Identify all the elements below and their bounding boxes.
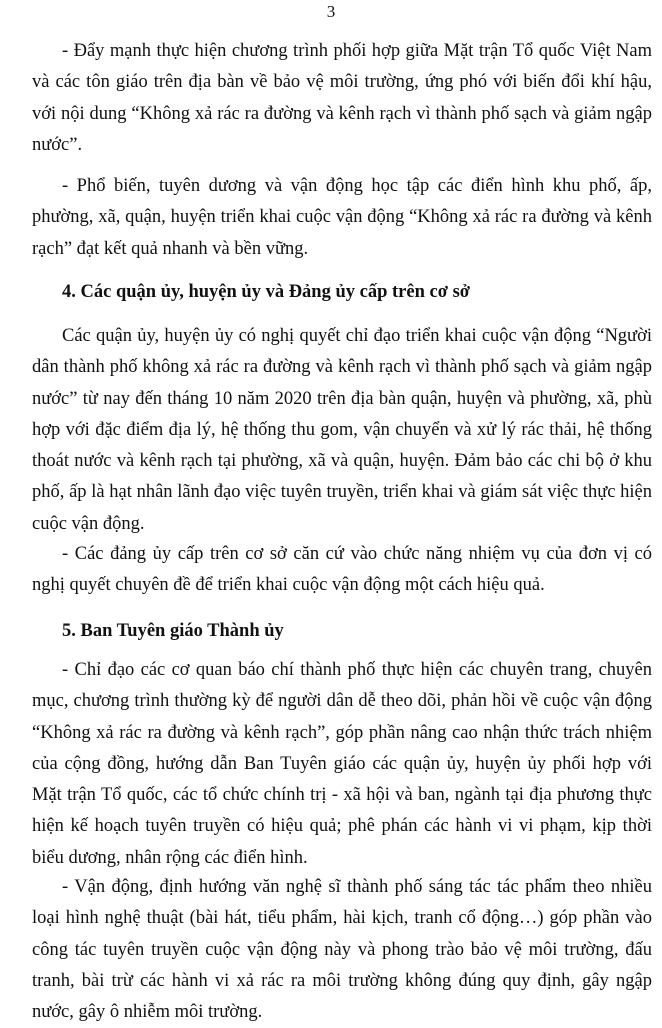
paragraph-district-resolutions: Các quận ủy, huyện ủy có nghị quyết chỉ đạo triển khai cuộc vận động “Người dân thành phố không xả rác ra đường và kênh rạch vì thành phố sạch và giảm ngập nước” từ nay đến tháng 10 năm 2020 trên địa bàn quận, huyện và phường, xã, phù hợp với đặc điểm địa lý, hệ thống thu gom, vận chuyển và xử lý rác thải, hệ thống thoát nước và kênh rạch tại phường, xã và quận, huyện. Đảm bảo các chi bộ ở khu phố, ấp là hạt nhân lãnh đạo việc tuyên truyền, triển khai và giám sát việc thực hiện cuộc vận động. <box>32 326 652 534</box>
page-number: 3 <box>326 2 336 21</box>
section-heading-4: 4. Các quận ủy, huyện ủy và Đảng ủy cấp trên cơ sở <box>62 282 471 302</box>
paragraph-dissemination: - Phổ biến, tuyên dương và vận động học tập các điển hình khu phố, ấp, phường, xã, quận, huyện triển khai cuộc vận động “Không xả rác ra đường và kênh rạch” đạt kết quả nhanh và bền vững. <box>32 176 652 259</box>
paragraph-party-committees: - Các đảng ủy cấp trên cơ sở căn cứ vào chức năng nhiệm vụ của đơn vị có nghị quyết chuyên đề để triển khai cuộc vận động một cách hiệu quả. <box>32 544 652 596</box>
paragraph-front-coordination: - Đẩy mạnh thực hiện chương trình phối hợp giữa Mặt trận Tổ quốc Việt Nam và các tôn giáo trên địa bàn về bảo vệ môi trường, ứng phó với biến đổi khí hậu, với nội dung “Không xả rác ra đường và kênh rạch vì thành phố sạch và giảm ngập nước”. <box>32 41 652 155</box>
paragraph-press-direction: - Chỉ đạo các cơ quan báo chí thành phố thực hiện các chuyên trang, chuyên mục, chương trình thường kỳ để người dân dễ theo dõi, phản hồi về cuộc vận động “Không xả rác ra đường và kênh rạch”, góp phần nâng cao nhận thức trách nhiệm của cộng đồng, hướng dẫn Ban Tuyên giáo các quận ủy, huyện ủy phối hợp với Mặt trận Tổ quốc, các tổ chức chính trị - xã hội và ban, ngành tại địa phương thực hiện kế hoạch tuyên truyền có hiệu quả; phê phán các hành vi vi phạm, kịp thời biểu dương, nhân rộng các điển hình. <box>32 660 652 868</box>
paragraph-artists-mobilization: - Vận động, định hướng văn nghệ sĩ thành phố sáng tác tác phẩm theo nhiều loại hình nghệ thuật (bài hát, tiểu phẩm, hài kịch, tranh cổ động…) góp phần vào công tác tuyên truyền cuộc vận động này và phong trào bảo vệ môi trường, đấu tranh, bài trừ các hành vi xả rác ra môi trường không đúng quy định, gây ngập nước, gây ô nhiễm môi trường. <box>32 877 652 1023</box>
section-heading-5: 5. Ban Tuyên giáo Thành ủy <box>62 621 284 641</box>
